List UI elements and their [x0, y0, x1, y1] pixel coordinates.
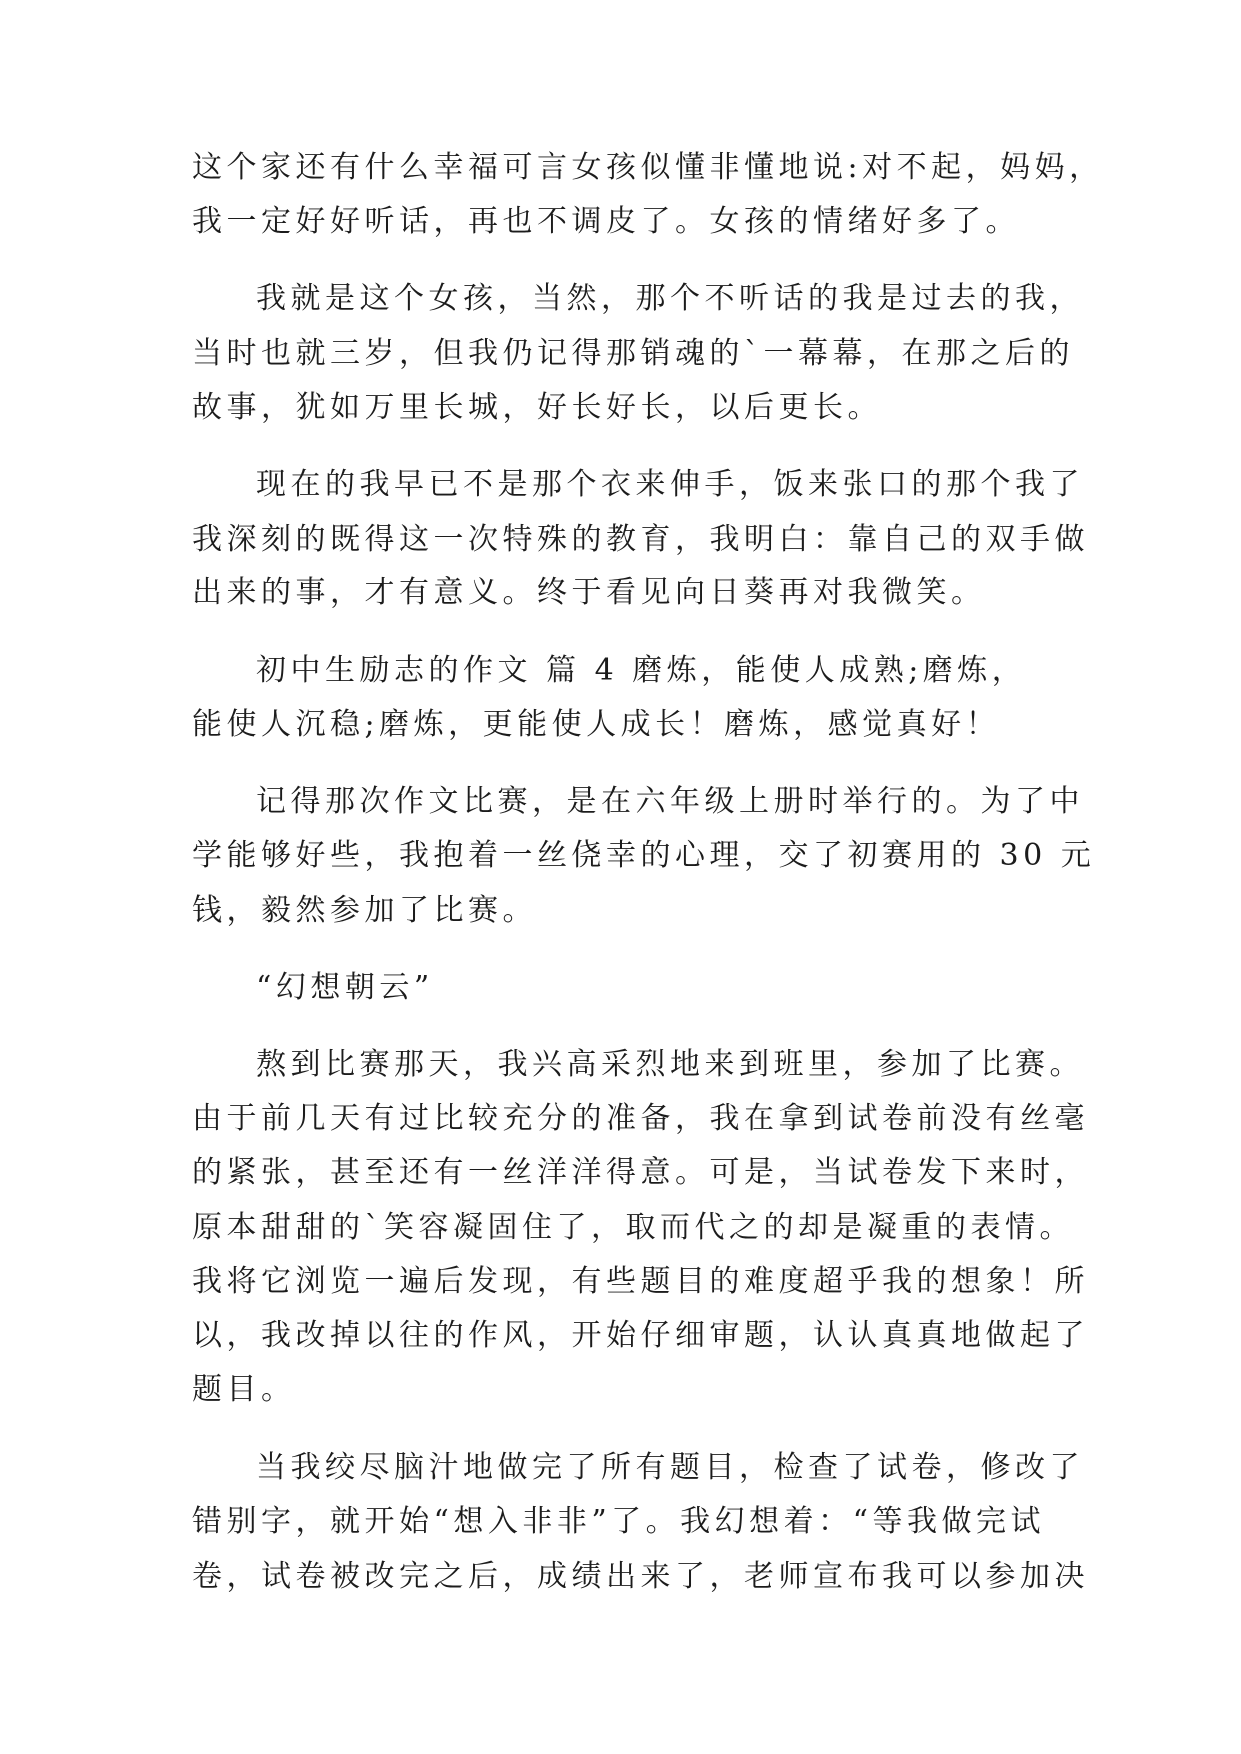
- paragraph-start-line: 记得那次作文比赛，是在六年级上册时举行的。为了中: [256, 784, 1084, 819]
- section-heading-line: 初中生励志的作文 篇 4 磨炼，能使人成熟;磨炼，: [256, 653, 1027, 688]
- text-line: 钱，毅然参加了比赛。: [192, 893, 537, 928]
- text-line: 当时也就三岁，但我仍记得那销魂的`一幕幕，在那之后的: [192, 336, 1074, 371]
- paragraph-start-line: 现在的我早已不是那个衣来伸手，饭来张口的那个我了: [256, 467, 1084, 502]
- text-line: 我将它浏览一遍后发现，有些题目的难度超乎我的想象！所: [192, 1264, 1089, 1299]
- text-line: 我深刻的既得这一次特殊的教育，我明白：靠自己的双手做: [192, 522, 1089, 557]
- paragraph-start-line: 我就是这个女孩，当然，那个不听话的我是过去的我，: [256, 281, 1084, 316]
- text-line: 这个家还有什么幸福可言女孩似懂非懂地说:对不起，妈妈，: [192, 150, 1104, 185]
- text-line: 错别字，就开始“想入非非”了。我幻想着：“等我做完试: [192, 1504, 1046, 1539]
- subtitle-line: “幻想朝云”: [256, 970, 434, 1005]
- text-line: 由于前几天有过比较充分的准备，我在拿到试卷前没有丝毫: [192, 1101, 1089, 1136]
- text-line: 题目。: [192, 1372, 296, 1407]
- paragraph-start-line: 当我绞尽脑汁地做完了所有题目，检查了试卷，修改了: [256, 1450, 1084, 1485]
- text-line: 故事，犹如万里长城，好长好长，以后更长。: [192, 390, 882, 425]
- text-line: 我一定好好听话，再也不调皮了。女孩的情绪好多了。: [192, 204, 1020, 239]
- text-line: 以，我改掉以往的作风，开始仔细审题，认认真真地做起了: [192, 1318, 1089, 1353]
- text-line: 原本甜甜的`笑容凝固住了，取而代之的却是凝重的表情。: [192, 1210, 1074, 1245]
- text-line: 卷，试卷被改完之后，成绩出来了，老师宣布我可以参加决: [192, 1559, 1089, 1594]
- text-line: 能使人沉稳;磨炼，更能使人成长！磨炼，感觉真好！: [192, 707, 1001, 742]
- text-line: 的紧张，甚至还有一丝洋洋得意。可是，当试卷发下来时，: [192, 1155, 1089, 1190]
- text-line: 学能够好些，我抱着一丝侥幸的心理，交了初赛用的 30 元: [192, 838, 1096, 873]
- paragraph-start-line: 熬到比赛那天，我兴高采烈地来到班里，参加了比赛。: [256, 1047, 1084, 1082]
- text-line: 出来的事，才有意义。终于看见向日葵再对我微笑。: [192, 575, 986, 610]
